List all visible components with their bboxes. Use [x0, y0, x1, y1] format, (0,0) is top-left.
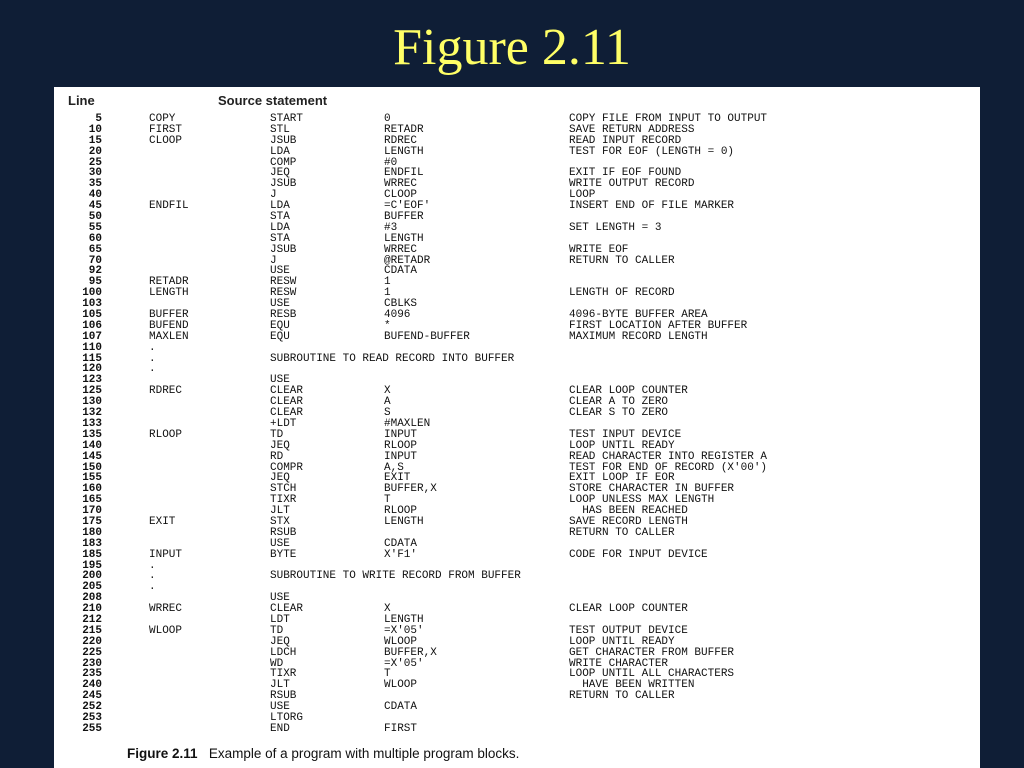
operation-field: JEQ	[270, 167, 290, 180]
operand-field: BUFFER,X	[384, 483, 437, 496]
listing-row	[54, 201, 980, 212]
operand-field: WLOOP	[384, 635, 418, 648]
operation-field: USE	[270, 265, 290, 278]
line-number: 230	[82, 657, 102, 670]
comment-field: LOOP	[569, 189, 596, 202]
comment-field: LOOP UNTIL ALL CHARACTERS	[569, 668, 735, 681]
line-number: 15	[88, 134, 102, 147]
operand-field: =X'05'	[384, 657, 424, 670]
line-number: 195	[82, 559, 102, 572]
listing-row	[54, 637, 980, 648]
line-number: 5	[95, 113, 102, 125]
listing-row	[54, 386, 980, 397]
operation-field: J	[270, 254, 277, 267]
line-number: 110	[82, 341, 102, 354]
comment-field: LOOP UNTIL READY	[569, 439, 675, 452]
operand-field: LENGTH	[384, 613, 424, 626]
listing-row	[54, 136, 980, 147]
operand-field: 1	[384, 276, 391, 289]
operation-field: RD	[270, 450, 284, 463]
listing-row	[54, 354, 980, 365]
comment-field: READ INPUT RECORD	[569, 134, 682, 147]
listing-row	[54, 473, 980, 484]
listing-row	[54, 604, 980, 615]
operand-field: LENGTH	[384, 515, 424, 528]
operand-field: #3	[384, 221, 398, 234]
line-number: 100	[82, 287, 102, 300]
line-number: 208	[82, 592, 102, 605]
line-number: 205	[82, 581, 102, 594]
operand-field: #MAXLEN	[384, 417, 431, 430]
operation-field: JEQ	[270, 635, 290, 648]
listing-row	[54, 659, 980, 670]
line-number: 145	[82, 450, 102, 463]
operation-field: JEQ	[270, 439, 290, 452]
operand-field: BUFFER	[384, 211, 424, 224]
comment-field: SAVE RETURN ADDRESS	[569, 123, 695, 136]
operation-field: COMP	[270, 156, 297, 169]
listing-row	[54, 364, 980, 375]
label-field: FIRST	[149, 123, 183, 136]
listing-row	[54, 190, 980, 201]
line-number: 133	[82, 417, 102, 430]
line-number: 180	[82, 526, 102, 539]
label-field: .	[149, 581, 156, 594]
comment-field: TEST FOR END OF RECORD (X'00')	[569, 461, 768, 474]
operation-field: LTORG	[270, 711, 304, 724]
operand-field: CDATA	[384, 265, 418, 278]
comment-field: RETURN TO CALLER	[569, 254, 675, 267]
operation-field: STA	[270, 232, 290, 245]
listing-row	[54, 582, 980, 593]
listing-row	[54, 571, 980, 582]
operation-field: SUBROUTINE TO WRITE RECORD FROM BUFFER	[270, 570, 521, 583]
operation-field: RESW	[270, 276, 297, 289]
operation-field: USE	[270, 298, 290, 311]
label-field: MAXLEN	[149, 330, 189, 343]
operation-field: J	[270, 189, 277, 202]
operation-field: SUBROUTINE TO READ RECORD INTO BUFFER	[270, 352, 515, 365]
listing-row	[54, 452, 980, 463]
line-number: 103	[82, 298, 102, 311]
listing-row	[54, 495, 980, 506]
listing-row	[54, 223, 980, 234]
line-number: 255	[82, 722, 102, 735]
operation-field: STL	[270, 123, 290, 136]
comment-field: WRITE OUTPUT RECORD	[569, 178, 695, 191]
operation-field: USE	[270, 701, 290, 714]
caption-label: Figure 2.11	[127, 746, 198, 761]
operation-field: STCH	[270, 483, 297, 496]
comment-field: SET LENGTH = 3	[569, 221, 662, 234]
line-number: 252	[82, 701, 102, 714]
operand-field: 1	[384, 287, 391, 300]
operand-field: X'F1'	[384, 548, 418, 561]
operand-field: CBLKS	[384, 298, 418, 311]
line-number: 30	[88, 167, 102, 180]
label-field: .	[149, 352, 156, 365]
comment-field: CODE FOR INPUT DEVICE	[569, 548, 708, 561]
operation-field: LDA	[270, 200, 290, 213]
operation-field: COMPR	[270, 461, 304, 474]
comment-field: LENGTH OF RECORD	[569, 287, 675, 300]
comment-field: 4096-BYTE BUFFER AREA	[569, 309, 708, 322]
listing-row	[54, 256, 980, 267]
line-number: 200	[82, 570, 102, 583]
listing-row	[54, 234, 980, 245]
operand-field: X	[384, 603, 391, 616]
listing-row	[54, 484, 980, 495]
listing-row	[54, 114, 980, 125]
line-number: 220	[82, 635, 102, 648]
comment-field: TEST FOR EOF (LENGTH = 0)	[569, 145, 735, 158]
operand-field: LENGTH	[384, 232, 424, 245]
operation-field: JLT	[270, 505, 290, 518]
line-number: 106	[82, 319, 102, 332]
label-field: .	[149, 341, 156, 354]
listing-row	[54, 669, 980, 680]
comment-field: HAS BEEN REACHED	[569, 505, 688, 518]
operation-field: RSUB	[270, 526, 297, 539]
label-field: WRREC	[149, 603, 183, 616]
listing-row	[54, 463, 980, 474]
operation-field: LDCH	[270, 646, 297, 659]
operand-field: WRREC	[384, 243, 418, 256]
label-field: .	[149, 363, 156, 376]
operand-field: T	[384, 494, 391, 507]
comment-field: RETURN TO CALLER	[569, 690, 675, 703]
listing-row	[54, 593, 980, 604]
operation-field: START	[270, 113, 304, 125]
operand-field: S	[384, 407, 391, 420]
operand-field: LENGTH	[384, 145, 424, 158]
line-number: 25	[88, 156, 102, 169]
line-number: 170	[82, 505, 102, 518]
operand-field: #0	[384, 156, 398, 169]
listing-row	[54, 691, 980, 702]
label-field: BUFEND	[149, 319, 189, 332]
line-number: 130	[82, 396, 102, 409]
comment-field: RETURN TO CALLER	[569, 526, 675, 539]
listing-row	[54, 125, 980, 136]
figure-caption	[127, 746, 519, 761]
listing-row	[54, 288, 980, 299]
operation-field: JSUB	[270, 178, 297, 191]
program-listing	[54, 114, 980, 735]
caption-text: Example of a program with multiple program blocks.	[208, 746, 520, 761]
label-field: COPY	[149, 113, 176, 125]
listing-row	[54, 528, 980, 539]
operand-field: RLOOP	[384, 505, 418, 518]
listing-row	[54, 310, 980, 321]
operation-field: CLEAR	[270, 407, 304, 420]
operand-field: T	[384, 668, 391, 681]
operand-field: 4096	[384, 309, 411, 322]
line-number: 140	[82, 439, 102, 452]
operand-field: =X'05'	[384, 624, 424, 637]
line-number: 115	[82, 352, 102, 365]
operand-field: CDATA	[384, 701, 418, 714]
comment-field: STORE CHARACTER IN BUFFER	[569, 483, 735, 496]
operation-field: JSUB	[270, 134, 297, 147]
operand-field: CDATA	[384, 537, 418, 550]
comment-field: LOOP UNLESS MAX LENGTH	[569, 494, 715, 507]
operation-field: USE	[270, 537, 290, 550]
listing-row	[54, 626, 980, 637]
label-field: RLOOP	[149, 428, 183, 441]
line-number: 55	[88, 221, 102, 234]
comment-field: EXIT IF EOF FOUND	[569, 167, 682, 180]
comment-field: CLEAR LOOP COUNTER	[569, 385, 688, 398]
operation-field: LDA	[270, 145, 290, 158]
operand-field: RDREC	[384, 134, 418, 147]
operation-field: STX	[270, 515, 290, 528]
listing-row	[54, 441, 980, 452]
operand-field: @RETADR	[384, 254, 431, 267]
listing-row	[54, 430, 980, 441]
operand-field: RETADR	[384, 123, 424, 136]
comment-field: EXIT LOOP IF EOR	[569, 472, 675, 485]
listing-row	[54, 212, 980, 223]
listing-row	[54, 277, 980, 288]
listing-row	[54, 713, 980, 724]
listing-row	[54, 343, 980, 354]
line-number: 65	[88, 243, 102, 256]
line-number: 40	[88, 189, 102, 202]
listing-row	[54, 648, 980, 659]
operation-field: +LDT	[270, 417, 297, 430]
label-field: WLOOP	[149, 624, 183, 637]
operation-field: USE	[270, 592, 290, 605]
line-number: 60	[88, 232, 102, 245]
label-field: EXIT	[149, 515, 176, 528]
label-field: ENDFIL	[149, 200, 189, 213]
line-number: 160	[82, 483, 102, 496]
line-number: 95	[88, 276, 102, 289]
operation-field: EQU	[270, 319, 290, 332]
line-number: 212	[82, 613, 102, 626]
listing-row	[54, 375, 980, 386]
comment-field: WRITE EOF	[569, 243, 629, 256]
line-number: 165	[82, 494, 102, 507]
operation-field: END	[270, 722, 290, 735]
operand-field: A	[384, 396, 391, 409]
label-field: LENGTH	[149, 287, 189, 300]
operation-field: CLEAR	[270, 396, 304, 409]
program-listing-page	[54, 87, 980, 768]
line-number: 240	[82, 679, 102, 692]
label-field: INPUT	[149, 548, 183, 561]
operation-field: JLT	[270, 679, 290, 692]
line-number: 253	[82, 711, 102, 724]
operation-field: RESW	[270, 287, 297, 300]
label-field: .	[149, 570, 156, 583]
operation-field: EQU	[270, 330, 290, 343]
operand-field: RLOOP	[384, 439, 418, 452]
line-number: 45	[88, 200, 102, 213]
line-number: 123	[82, 374, 102, 387]
line-number: 120	[82, 363, 102, 376]
operation-field: TD	[270, 428, 284, 441]
operand-field: WRREC	[384, 178, 418, 191]
slide-title: Figure 2.11	[393, 19, 631, 76]
label-field: RDREC	[149, 385, 183, 398]
line-number: 245	[82, 690, 102, 703]
listing-row	[54, 245, 980, 256]
comment-field: SAVE RECORD LENGTH	[569, 515, 688, 528]
line-number: 210	[82, 603, 102, 616]
listing-row	[54, 299, 980, 310]
comment-field: TEST INPUT DEVICE	[569, 428, 682, 441]
line-number: 225	[82, 646, 102, 659]
line-number: 185	[82, 548, 102, 561]
operand-field: INPUT	[384, 428, 418, 441]
label-field: BUFFER	[149, 309, 189, 322]
comment-field: CLEAR S TO ZERO	[569, 407, 669, 420]
line-number: 135	[82, 428, 102, 441]
label-field: RETADR	[149, 276, 189, 289]
operation-field: TIXR	[270, 668, 297, 681]
comment-field: FIRST LOCATION AFTER BUFFER	[569, 319, 748, 332]
listing-row	[54, 266, 980, 277]
operand-field: ENDFIL	[384, 167, 424, 180]
line-number: 125	[82, 385, 102, 398]
comment-field: CLEAR A TO ZERO	[569, 396, 669, 409]
operation-field: BYTE	[270, 548, 297, 561]
operand-field: INPUT	[384, 450, 418, 463]
line-number: 10	[88, 123, 102, 136]
comment-field: GET CHARACTER FROM BUFFER	[569, 646, 735, 659]
operand-field: EXIT	[384, 472, 411, 485]
operand-field: WLOOP	[384, 679, 418, 692]
line-number: 175	[82, 515, 102, 528]
line-number: 70	[88, 254, 102, 267]
comment-field: WRITE CHARACTER	[569, 657, 669, 670]
label-field: .	[149, 559, 156, 572]
operand-field: BUFFER,X	[384, 646, 437, 659]
listing-row	[54, 419, 980, 430]
operation-field: LDT	[270, 613, 290, 626]
listing-row	[54, 168, 980, 179]
line-number: 50	[88, 211, 102, 224]
operation-field: JEQ	[270, 472, 290, 485]
listing-row	[54, 615, 980, 626]
operation-field: RESB	[270, 309, 297, 322]
listing-row	[54, 147, 980, 158]
listing-row	[54, 158, 980, 169]
listing-row	[54, 332, 980, 343]
listing-row	[54, 321, 980, 332]
operand-field: X	[384, 385, 391, 398]
comment-field: HAVE BEEN WRITTEN	[569, 679, 695, 692]
line-number: 132	[82, 407, 102, 420]
listing-row	[54, 506, 980, 517]
operation-field: CLEAR	[270, 385, 304, 398]
line-number: 155	[82, 472, 102, 485]
listing-row	[54, 724, 980, 735]
listing-row	[54, 397, 980, 408]
listing-row	[54, 702, 980, 713]
operand-field: CLOOP	[384, 189, 418, 202]
line-column-header: Line	[68, 93, 95, 108]
comment-field: TEST OUTPUT DEVICE	[569, 624, 688, 637]
operation-field: USE	[270, 374, 290, 387]
listing-row	[54, 408, 980, 419]
listing-row	[54, 517, 980, 528]
operand-field: *	[384, 319, 391, 332]
listing-row	[54, 680, 980, 691]
line-number: 215	[82, 624, 102, 637]
line-number: 150	[82, 461, 102, 474]
line-number: 92	[88, 265, 102, 278]
label-field: CLOOP	[149, 134, 183, 147]
listing-row	[54, 550, 980, 561]
listing-row	[54, 539, 980, 550]
line-number: 183	[82, 537, 102, 550]
comment-field: CLEAR LOOP COUNTER	[569, 603, 688, 616]
operation-field: LDA	[270, 221, 290, 234]
operand-field: FIRST	[384, 722, 418, 735]
operation-field: JSUB	[270, 243, 297, 256]
comment-field: LOOP UNTIL READY	[569, 635, 675, 648]
operation-field: STA	[270, 211, 290, 224]
comment-field: INSERT END OF FILE MARKER	[569, 200, 735, 213]
comment-field: COPY FILE FROM INPUT TO OUTPUT	[569, 113, 768, 125]
line-number: 235	[82, 668, 102, 681]
operation-field: WD	[270, 657, 284, 670]
line-number: 20	[88, 145, 102, 158]
comment-field: MAXIMUM RECORD LENGTH	[569, 330, 708, 343]
operand-field: 0	[384, 113, 391, 125]
listing-row	[54, 179, 980, 190]
operation-field: RSUB	[270, 690, 297, 703]
operation-field: CLEAR	[270, 603, 304, 616]
line-number: 105	[82, 309, 102, 322]
line-number: 35	[88, 178, 102, 191]
operation-field: TIXR	[270, 494, 297, 507]
operand-field: BUFEND-BUFFER	[384, 330, 470, 343]
line-number: 107	[82, 330, 102, 343]
operand-field: =C'EOF'	[384, 200, 431, 213]
comment-field: READ CHARACTER INTO REGISTER A	[569, 450, 768, 463]
source-statement-header: Source statement	[218, 93, 328, 108]
operand-field: A,S	[384, 461, 404, 474]
operation-field: TD	[270, 624, 284, 637]
